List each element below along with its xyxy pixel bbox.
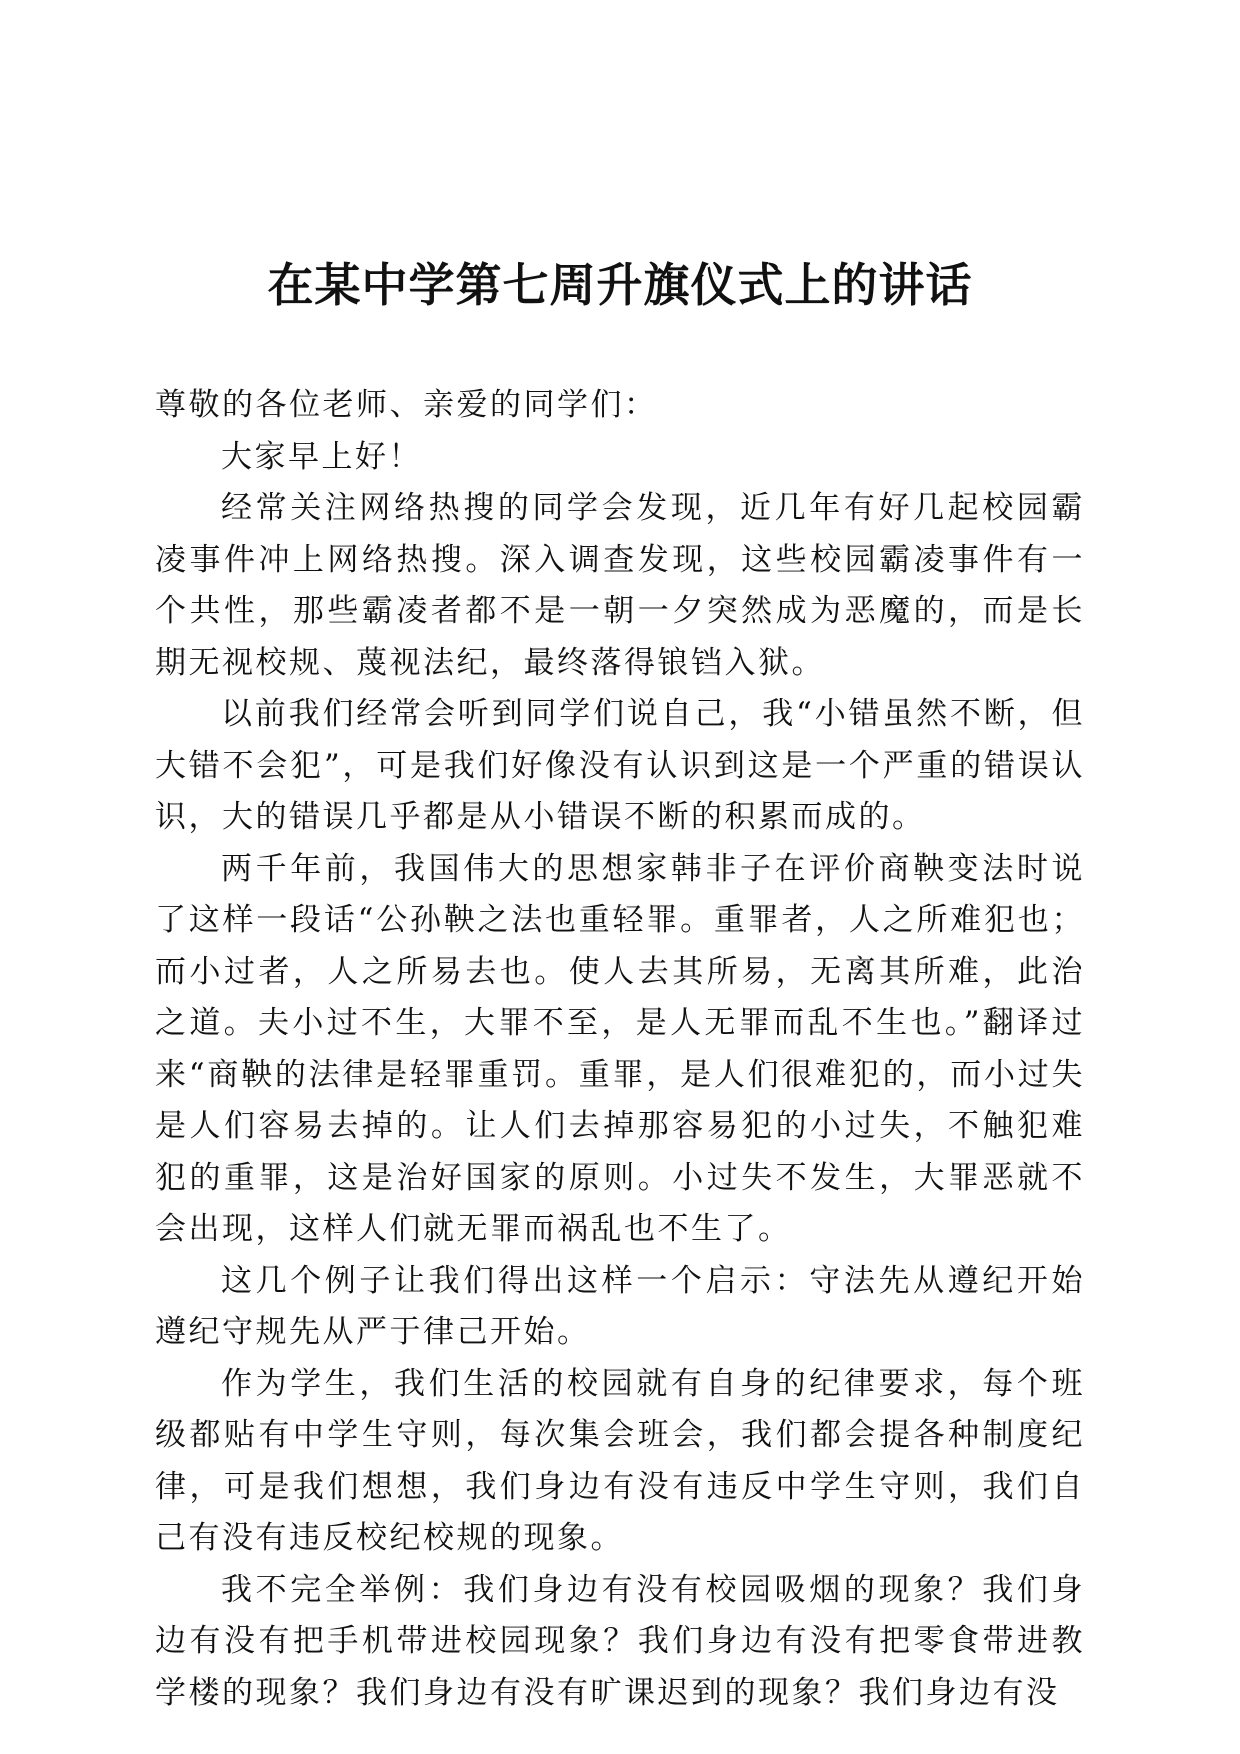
document-title: 在某中学第七周升旗仪式上的讲话 xyxy=(267,258,973,312)
document-body xyxy=(155,380,1085,1719)
salutation: 尊敬的各位老师、亲爱的同学们： xyxy=(155,387,658,423)
greeting: 大家早上好！ xyxy=(221,438,422,475)
paragraph: 以前我们经常会听到同学们说自己，我“小错虽然不断，但大错不会犯”，可是我们好像没有认识到这是一个严重的错误认识，大的错误几乎都是从小错误不断的积累而成的。 xyxy=(155,696,1085,835)
paragraph: 这几个例子让我们得出这样一个启示：守法先从遵纪开始遵纪守规先从严于律己开始。 xyxy=(155,1262,1085,1350)
paragraph: 经常关注网络热搜的同学会发现，近几年有好几起校园霸凌事件冲上网络热搜。深入调查发现，这些校园霸凌事件有一个共性，那些霸凌者都不是一朝一夕突然成为恶魔的，而是长期无视校规、蔑视法纪，最终落得锒铛入狱。 xyxy=(155,490,1085,681)
paragraph: 作为学生，我们生活的校园就有自身的纪律要求，每个班级都贴有中学生守则，每次集会班会，我们都会提各种制度纪律，可是我们想想，我们身边有没有违反中学生守则，我们自己有没有违反校纪校规的现象。 xyxy=(155,1365,1085,1556)
paragraph: 我不完全举例：我们身边有没有校园吸烟的现象？我们身边有没有把手机带进校园现象？我们身边有没有把零食带进教学楼的现象？我们身边有没有旷课迟到的现象？我们身边有没 xyxy=(155,1571,1085,1711)
paragraph: 两千年前，我国伟大的思想家韩非子在评价商鞅变法时说了这样一段话“公孙鞅之法也重轻罪。重罪者，人之所难犯也；而小过者，人之所易去也。使人去其所易，无离其所难，此治之道。夫小过不生，大罪不至，是人无罪而乱不生也。”翻译过来“商鞅的法律是轻罪重罚。重罪，是人们很难犯的，而小过失是人们容易去掉的。让人们去掉那容易犯的小过失，不触犯难犯的重罪，这是治好国家的原则。小过失不发生，大罪恶就不会出现，这样人们就无罪而祸乱也不生了。 xyxy=(155,850,1085,1247)
